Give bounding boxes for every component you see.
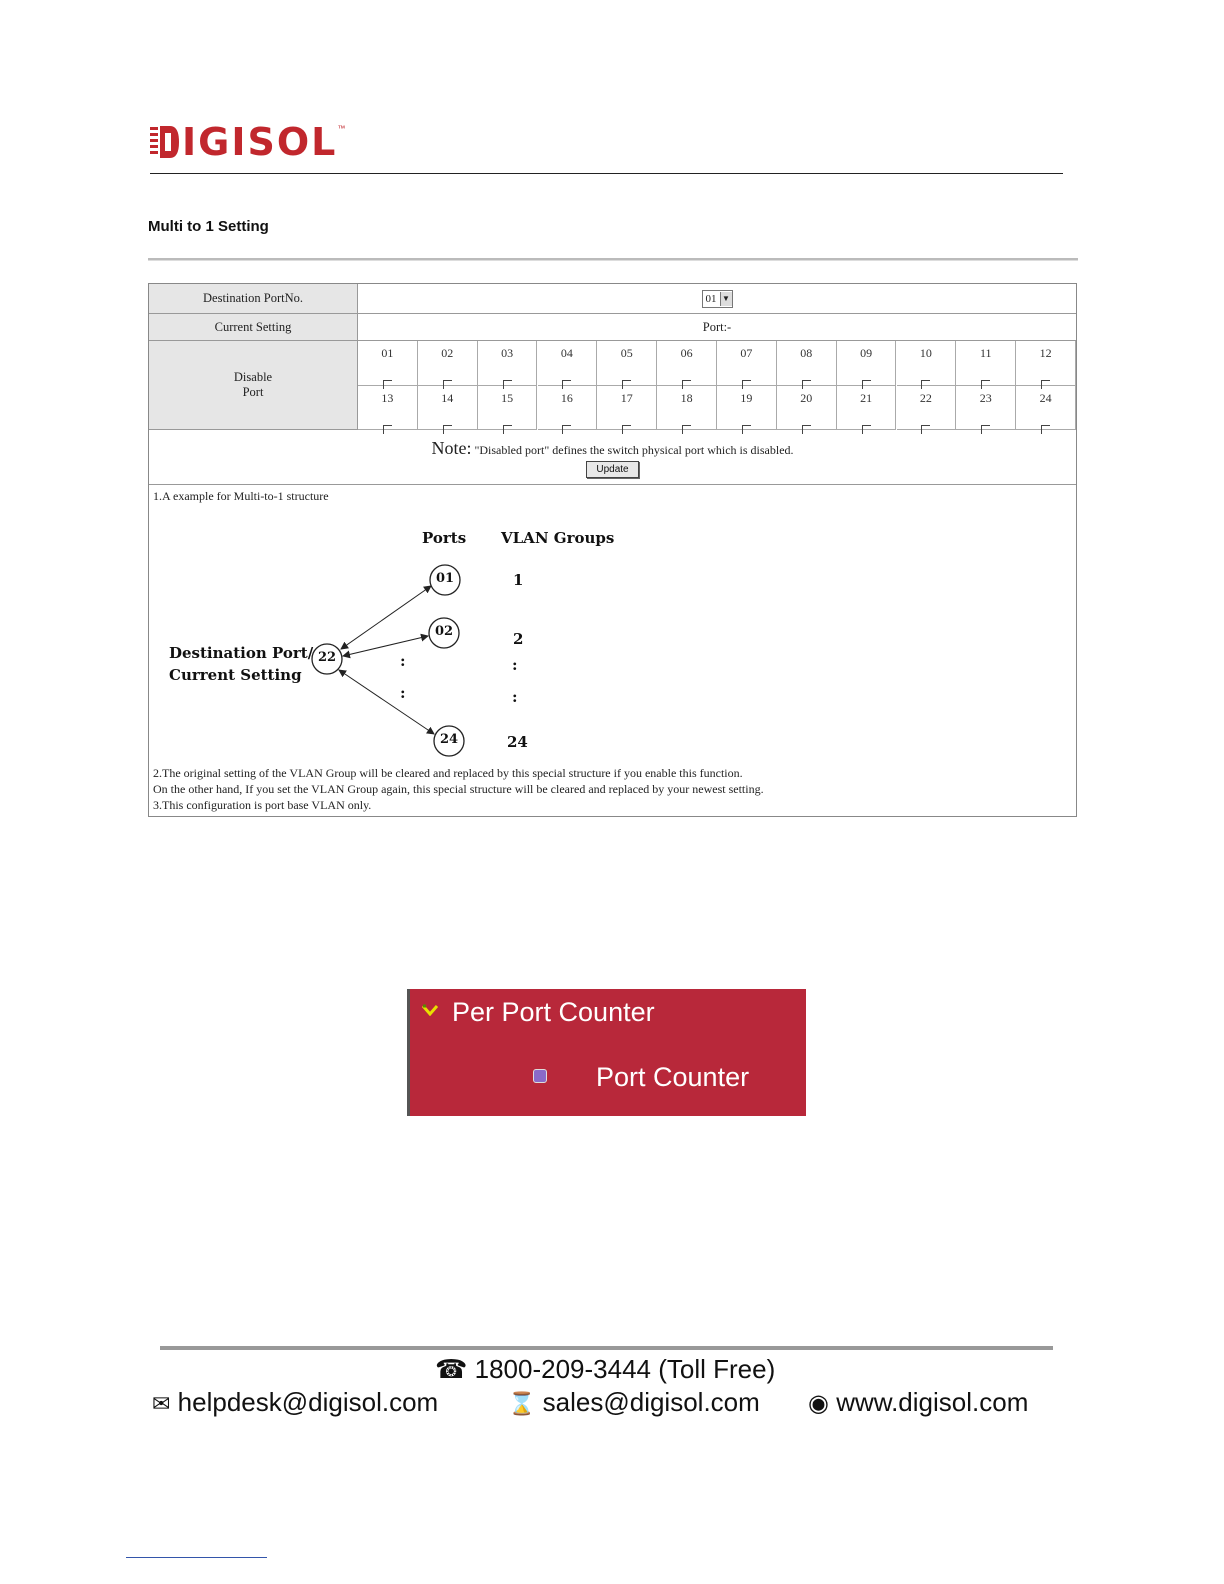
mail-icon: ✉	[152, 1391, 171, 1416]
port-label: 17	[620, 390, 633, 405]
port-label: 12	[1039, 346, 1052, 360]
dest-port-label: Destination PortNo.	[149, 284, 358, 314]
port-cell-24	[1016, 386, 1076, 431]
menu-item-port-counter[interactable]: Port Counter	[596, 1062, 750, 1092]
disable-port-label-line1: Disable	[233, 370, 273, 384]
port-cell-02	[418, 341, 478, 386]
port-label: 20	[800, 390, 813, 405]
port-cell-23	[956, 386, 1016, 431]
port-label: 16	[560, 390, 573, 405]
port-cell-22	[897, 386, 957, 431]
port-cell-19	[717, 386, 777, 431]
per-port-counter-menu	[407, 989, 806, 1116]
port-cell-03	[478, 341, 538, 386]
port-cell-05	[597, 341, 657, 386]
port-cell-10	[897, 341, 957, 386]
footer-sales	[508, 1387, 760, 1418]
port-label: 02	[441, 346, 454, 360]
current-setting-value: Port:-	[358, 314, 1076, 341]
footer-divider	[160, 1346, 1053, 1350]
section-title: Multi to 1 Setting	[148, 218, 269, 235]
port-label: 21	[860, 390, 873, 405]
section-divider	[148, 258, 1078, 261]
port-cell-12	[1016, 341, 1076, 386]
example-line-1: 1.A example for Multi-to-1 structure	[153, 489, 329, 503]
note-body: "Disabled port" defines the switch physical port which is disabled.	[474, 443, 794, 457]
port-label: 23	[979, 390, 992, 405]
vlan-ellipsis-1: :	[512, 656, 518, 674]
port-label: 19	[740, 390, 753, 405]
header-divider	[150, 173, 1063, 174]
port-label: 07	[740, 346, 753, 360]
note-row	[149, 430, 1076, 485]
multi-to-1-table	[148, 283, 1077, 817]
port-cell-14	[418, 386, 478, 431]
port-label: 11	[979, 346, 992, 360]
phone-icon: ☎	[435, 1354, 468, 1384]
bottom-rule	[126, 1557, 267, 1558]
arrow-22-01	[341, 586, 431, 649]
footer-phone-text: 1800-209-3444 (Toll Free)	[474, 1354, 776, 1384]
disable-port-label-line2: Port	[242, 385, 264, 399]
note-text	[149, 438, 1076, 459]
port-label: 24	[1039, 390, 1052, 405]
port-cell-01	[358, 341, 418, 386]
port-label: 01	[381, 346, 394, 360]
port-cell-08	[777, 341, 837, 386]
current-setting-label: Current Setting	[149, 314, 358, 341]
footer-web	[808, 1387, 1028, 1418]
arrow-22-24	[339, 670, 434, 734]
logo-d-mark	[150, 124, 180, 160]
port-cell-11	[956, 341, 1016, 386]
ports-ellipsis-2: :	[400, 684, 406, 702]
port-label: 06	[680, 346, 693, 360]
logo-trademark: ™	[337, 124, 346, 133]
dest-port-select[interactable]	[702, 290, 733, 308]
port-cell-21	[837, 386, 897, 431]
port-label: 15	[501, 390, 514, 405]
port-label: 08	[800, 346, 813, 360]
vlan-ellipsis-2: :	[512, 688, 518, 706]
dest-caption-1: Destination Port/	[169, 644, 314, 662]
dest-caption-2: Current Setting	[169, 666, 302, 684]
example-line-4: 3.This configuration is port base VLAN only.	[153, 798, 372, 812]
port-label: 18	[680, 390, 693, 405]
vlan-groups-header: VLAN Groups	[501, 529, 615, 547]
disable-port-label	[149, 341, 358, 430]
port-cell-17	[597, 386, 657, 431]
port-label: 22	[919, 390, 932, 405]
footer-email-text[interactable]: helpdesk@digisol.com	[177, 1387, 439, 1417]
footer-phone	[435, 1354, 775, 1385]
footer-email	[152, 1387, 438, 1418]
dest-port-select-value: 01	[705, 292, 717, 305]
footer-sales-text[interactable]: sales@digisol.com	[542, 1387, 760, 1417]
port-cell-20	[777, 386, 837, 431]
port-cell-06	[657, 341, 717, 386]
node-22-label: 22	[318, 650, 337, 665]
port-cell-16	[538, 386, 598, 431]
footer-web-text[interactable]: www.digisol.com	[836, 1387, 1029, 1417]
port-cell-15	[478, 386, 538, 431]
port-cell-13	[358, 386, 418, 431]
port-cell-18	[657, 386, 717, 431]
page-icon	[533, 1069, 547, 1083]
note-prefix: Note:	[431, 438, 472, 458]
port-label: 14	[441, 390, 454, 405]
node-01-label: 01	[436, 571, 455, 586]
update-button[interactable]: Update	[586, 461, 638, 478]
port-label: 10	[919, 346, 932, 360]
port-cell-09	[837, 341, 897, 386]
port-label: 13	[381, 390, 394, 405]
port-label: 04	[560, 346, 573, 360]
port-cell-04	[538, 341, 598, 386]
example-line-2: 2.The original setting of the VLAN Group will be cleared and replaced by this special structure if you enable this function.	[153, 766, 743, 780]
ports-ellipsis-1: :	[400, 652, 406, 670]
node-02-label: 02	[435, 624, 454, 639]
port-label: 03	[501, 346, 514, 360]
digisol-logo	[150, 122, 345, 162]
vlan-24: 24	[507, 733, 528, 751]
vlan-1: 1	[513, 571, 524, 589]
chevron-down-icon[interactable]	[422, 1003, 436, 1017]
example-line-3: On the other hand, If you set the VLAN Group again, this special structure will be cleared and replaced by your newest setting.	[153, 782, 764, 796]
chevron-down-icon[interactable]: ▼	[720, 292, 732, 306]
globe-icon: ◉	[808, 1390, 829, 1417]
logo-text: IGISOL	[182, 120, 338, 164]
menu-group-per-port-counter[interactable]: Per Port Counter	[452, 997, 655, 1027]
port-label: 05	[620, 346, 633, 360]
dest-port-cell	[358, 284, 1076, 314]
hourglass-icon: ⌛	[508, 1391, 536, 1416]
ports-header: Ports	[422, 529, 467, 547]
node-24-label: 24	[440, 732, 459, 747]
port-cell-07	[717, 341, 777, 386]
port-label: 09	[860, 346, 873, 360]
vlan-2: 2	[513, 630, 524, 648]
